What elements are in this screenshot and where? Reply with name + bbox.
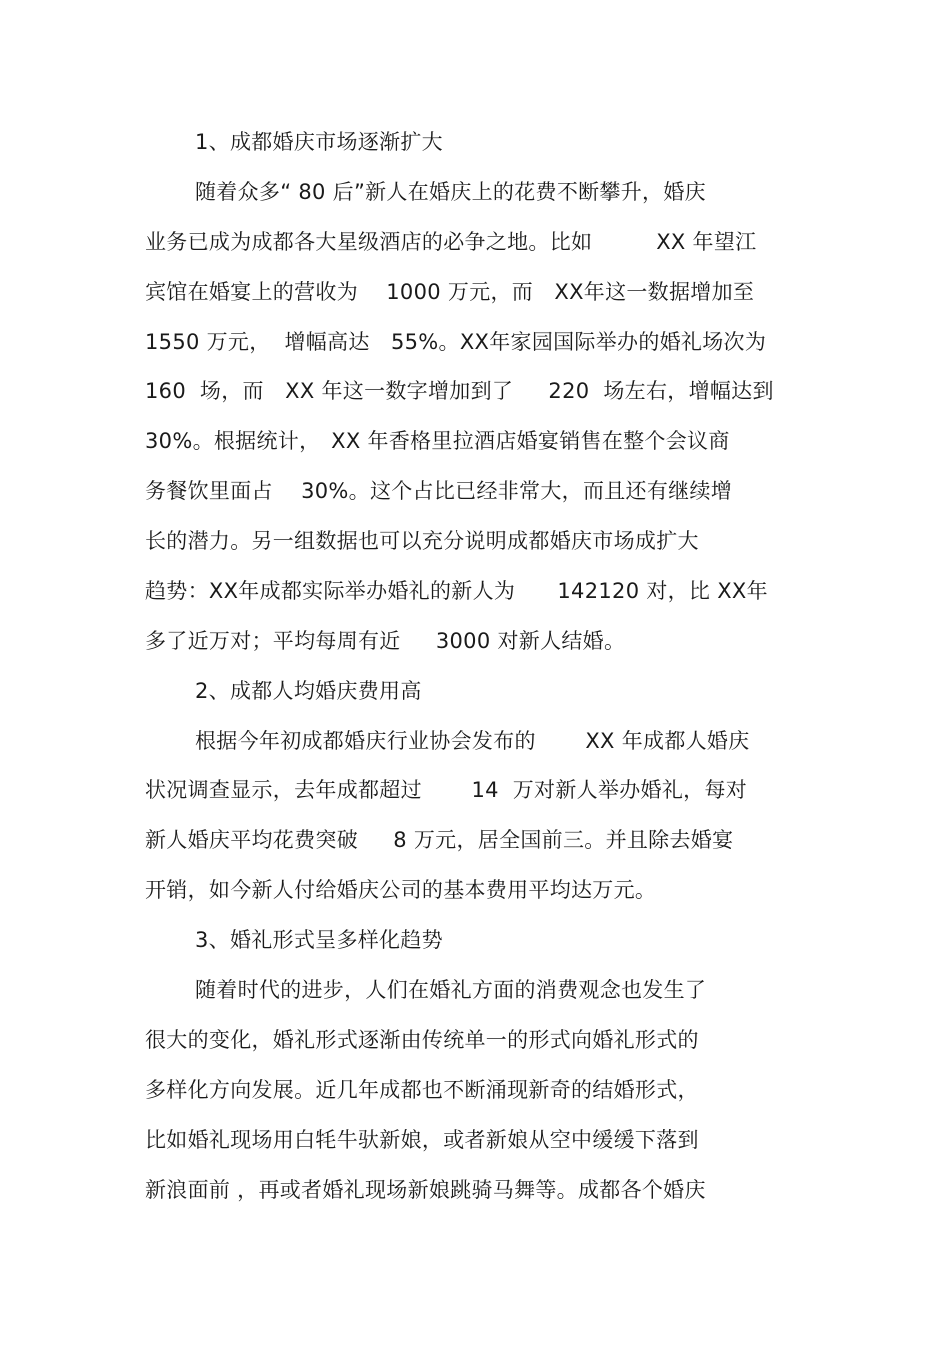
- paragraph-line: 开销，如今新人付给婚庆公司的基本费用平均达万元。: [145, 878, 657, 902]
- section-heading-3: 3、婚礼形式呈多样化趋势: [195, 928, 443, 952]
- paragraph-line: 业务已成为成都各大星级酒店的必争之地。比如 XX 年望江: [145, 230, 757, 254]
- paragraph-line: 宾馆在婚宴上的营收为 1000 万元，而 XX年这一数据增加至: [145, 280, 755, 304]
- section-heading-2: 2、成都人均婚庆费用高: [195, 679, 422, 703]
- paragraph-line: 多了近万对；平均每周有近 3000 对新人结婚。: [145, 629, 626, 653]
- paragraph-line: 趋势：XX年成都实际举办婚礼的新人为 142120 对，比 XX年: [145, 579, 768, 603]
- paragraph-line: 1550 万元， 增幅高达 55%。XX年家园国际举办的婚礼场次为: [145, 330, 767, 354]
- paragraph-line: 随着众多“ 80 后”新人在婚庆上的花费不断攀升，婚庆: [195, 180, 706, 204]
- paragraph-line: 多样化方向发展。近几年成都也不断涌现新奇的结婚形式，: [145, 1078, 699, 1102]
- paragraph-line: 长的潜力。另一组数据也可以充分说明成都婚庆市场成扩大: [145, 529, 699, 553]
- paragraph-line: 比如婚礼现场用白牦牛驮新娘，或者新娘从空中缓缓下落到: [145, 1128, 699, 1152]
- paragraph-line: 新人婚庆平均花费突破 8 万元，居全国前三。并且除去婚宴: [145, 828, 734, 852]
- paragraph-line: 随着时代的进步，人们在婚礼方面的消费观念也发生了: [195, 978, 707, 1002]
- paragraph-line: 新浪面前 ，再或者婚礼现场新娘跳骑马舞等。成都各个婚庆: [145, 1178, 706, 1202]
- paragraph-line: 状况调查显示，去年成都超过 14 万对新人举办婚礼，每对: [145, 778, 748, 802]
- section-heading-1: 1、成都婚庆市场逐渐扩大: [195, 130, 443, 154]
- paragraph-line: 很大的变化，婚礼形式逐渐由传统单一的形式向婚礼形式的: [145, 1028, 699, 1052]
- paragraph-line: 根据今年初成都婚庆行业协会发布的 XX 年成都人婚庆: [195, 729, 750, 753]
- paragraph-line: 160 场，而 XX 年这一数字增加到了 220 场左右，增幅达到: [145, 379, 774, 403]
- paragraph-line: 务餐饮里面占 30%。这个占比已经非常大，而且还有继续增: [145, 479, 733, 503]
- paragraph-line: 30%。根据统计， XX 年香格里拉酒店婚宴销售在整个会议商: [145, 429, 730, 453]
